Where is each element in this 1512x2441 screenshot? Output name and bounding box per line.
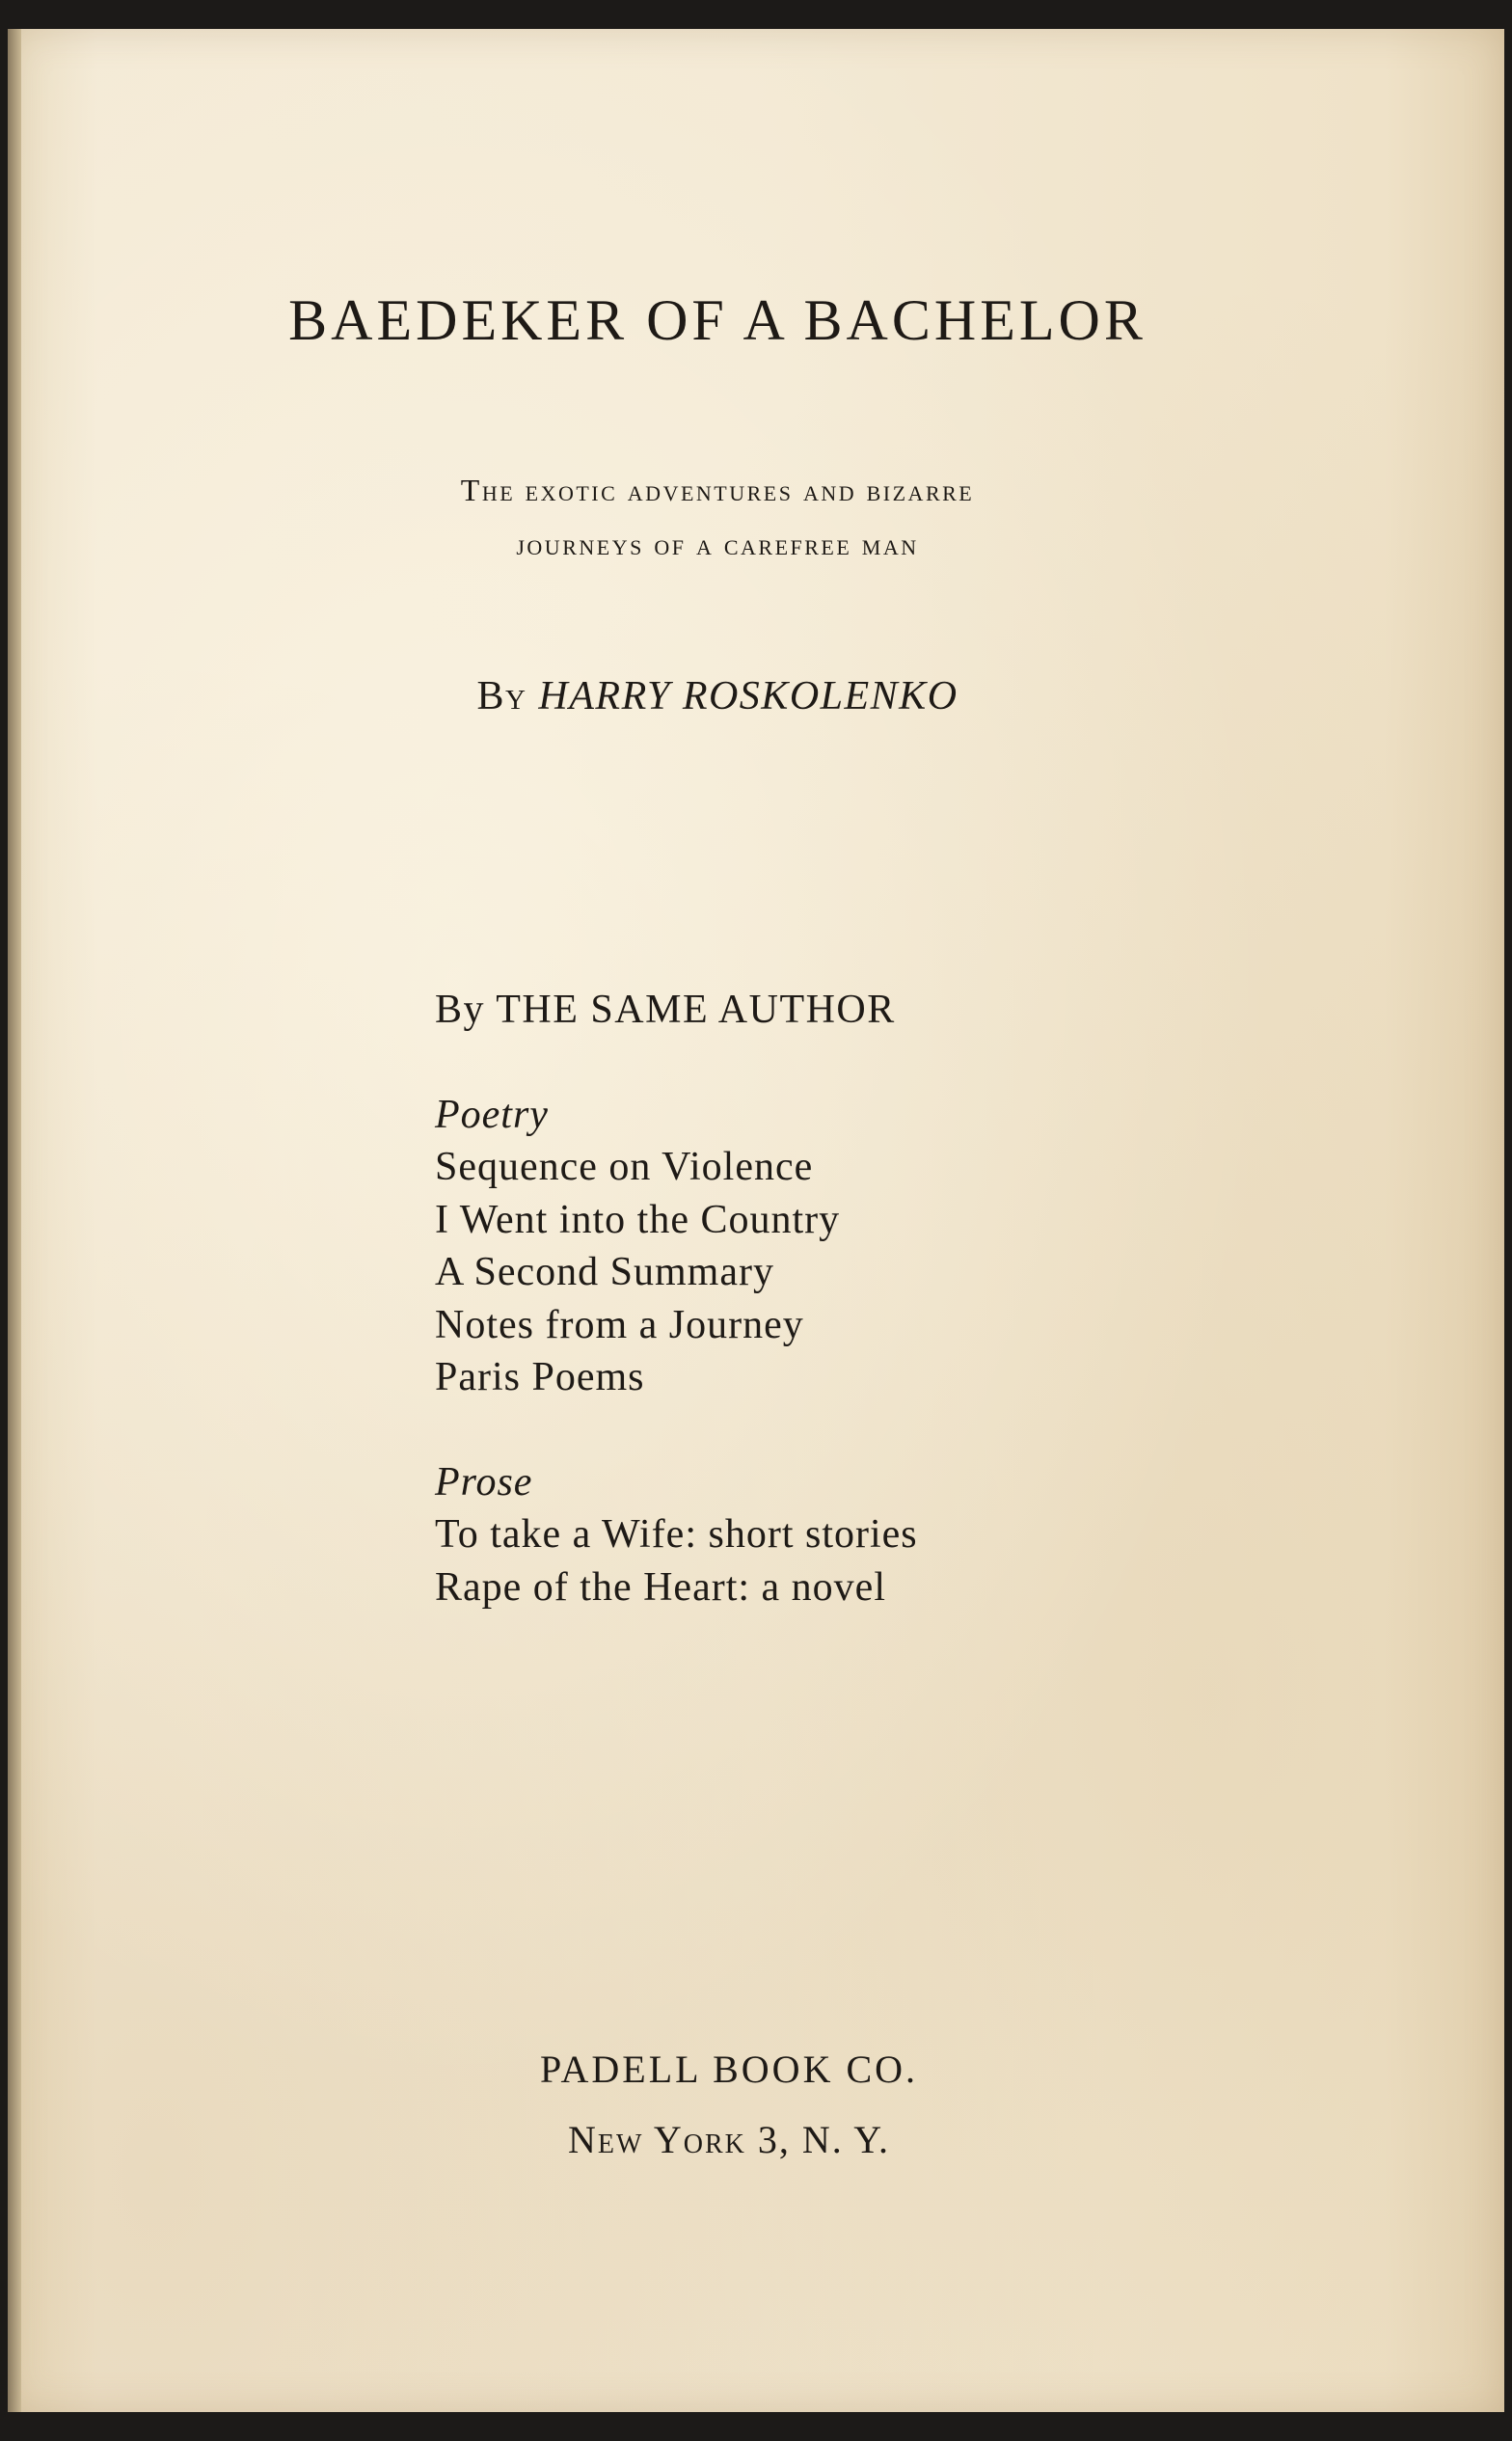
poetry-item: Sequence on Violence	[435, 1145, 814, 1189]
book-subtitle	[0, 463, 1466, 571]
publisher-name: PADELL BOOK CO.	[539, 2048, 919, 2091]
author-byline	[0, 673, 1466, 719]
section-spacer	[435, 1404, 918, 1456]
same-author-list	[435, 984, 918, 1614]
poetry-label: Poetry	[435, 1092, 549, 1137]
book-page	[8, 29, 1504, 2412]
prose-item: Rape of the Heart: a novel	[435, 1564, 886, 1610]
publisher-place: New York 3, N. Y.	[567, 2118, 891, 2161]
same-author-heading-prefix: By	[435, 988, 486, 1032]
poetry-item: A Second Summary	[435, 1250, 774, 1294]
same-author-heading-rest: THE SAME AUTHOR	[496, 988, 896, 1032]
poetry-item: Paris Poems	[435, 1355, 645, 1399]
author-name: HARRY ROSKOLENKO	[538, 674, 958, 719]
poetry-item: I Went into the Country	[435, 1197, 841, 1242]
prose-label: Prose	[435, 1459, 533, 1505]
prose-item: To take a Wife: short stories	[435, 1512, 918, 1557]
book-title: BAEDEKER OF A BACHELOR	[288, 288, 1147, 352]
subtitle-line-2: journeys of a carefree man	[516, 527, 919, 561]
poetry-item: Notes from a Journey	[435, 1302, 804, 1347]
subtitle-line-1: The exotic adventures and bizarre	[460, 473, 975, 507]
byline-prefix: By	[476, 674, 527, 719]
same-author-heading	[435, 984, 918, 1037]
